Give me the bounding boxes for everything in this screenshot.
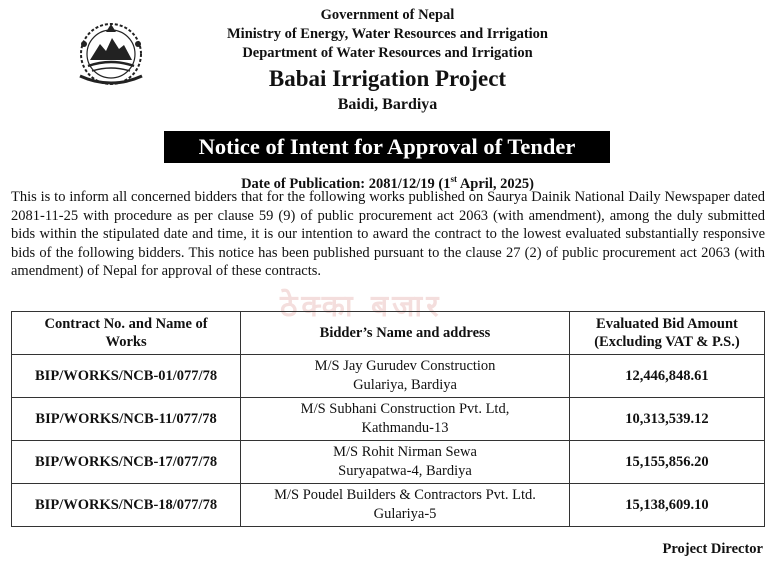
- project-name: Babai Irrigation Project: [268, 66, 507, 91]
- amount-header: Evaluated Bid Amount (Excluding VAT & P.S.): [569, 312, 764, 355]
- bid-amount: 10,313,539.12: [569, 398, 764, 441]
- table-row: [12, 484, 765, 527]
- letterhead: [0, 6, 775, 116]
- bidder-cell: M/S Rohit Nirman Sewa Suryapatwa-4, Bardiya: [241, 441, 570, 484]
- bidder-cell: M/S Subhani Construction Pvt. Ltd, Kathmandu-13: [241, 398, 570, 441]
- project-location: Baidi, Bardiya: [337, 96, 438, 113]
- bidder-cell: M/S Jay Gurudev Construction Gulariya, Bardiya: [241, 355, 570, 398]
- table-row: [12, 441, 765, 484]
- table-row: [12, 355, 765, 398]
- signature-title: Project Director: [662, 541, 763, 557]
- bid-amount: 12,446,848.61: [569, 355, 764, 398]
- contract-no: BIP/WORKS/NCB-01/077/78: [12, 355, 241, 398]
- bidder-header: Bidder’s Name and address: [241, 312, 570, 355]
- department-name: Department of Water Resources and Irrigation: [242, 45, 533, 61]
- watermark: ठेक्का बजार: [280, 289, 443, 324]
- bid-amount: 15,138,609.10: [569, 484, 764, 527]
- table-header-row: [12, 312, 765, 355]
- notice-body: This is to inform all concerned bidders that for the following works published on Saurya Dainik National Daily Newspaper dated 2081-11-25 with procedure as per clause 59 (9) of public procurement act 2063 (with amendment), among the duly submitted bids within the stipulated date and time, it is our intention to award the contract to the lowest evaluated substantially responsive bids of the following bidders. This notice has been published pursuant to the clause 27 (2) of public procurement act 2063 (with amendment) of Nepal for approval of these contracts.: [11, 189, 765, 279]
- government-name: Government of Nepal: [320, 7, 455, 23]
- bidder-cell: M/S Poudel Builders & Contractors Pvt. Ltd. Gulariya-5: [241, 484, 570, 527]
- ministry-name: Ministry of Energy, Water Resources and Irrigation: [227, 26, 548, 42]
- contract-no: BIP/WORKS/NCB-18/077/78: [12, 484, 241, 527]
- bid-amount: 15,155,856.20: [569, 441, 764, 484]
- contract-no: BIP/WORKS/NCB-17/077/78: [12, 441, 241, 484]
- contract-header: Contract No. and Name of Works: [12, 312, 241, 355]
- contract-no: BIP/WORKS/NCB-11/077/78: [12, 398, 241, 441]
- bid-table: [11, 311, 765, 527]
- table-row: [12, 398, 765, 441]
- notice-title: Notice of Intent for Approval of Tender: [164, 131, 610, 163]
- publication-date: Date of Publication: 2081/12/19 (1st April, 2025): [241, 174, 534, 192]
